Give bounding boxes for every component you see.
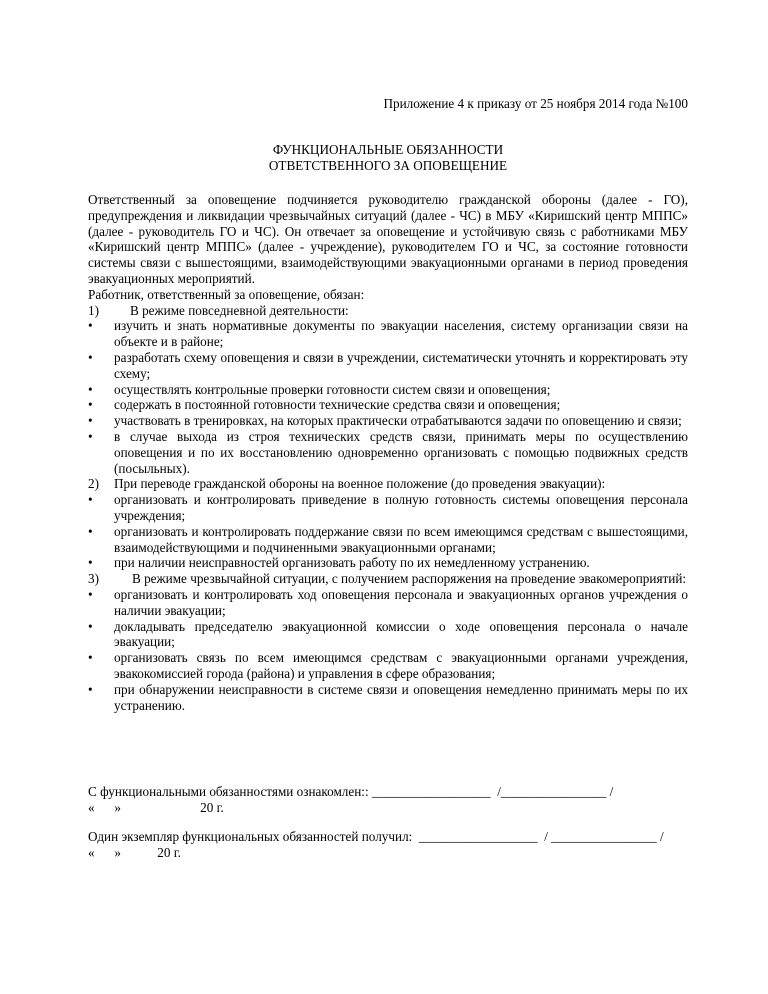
list-item-text: при наличии неисправностей организовать работу по их немедленному устранению. (114, 555, 590, 571)
list-item-text: организовать и контролировать ход оповещения персонала и эвакуационных органов учреждения о наличии эвакуации; (114, 586, 688, 618)
bullet: • (88, 523, 93, 539)
bullet: • (88, 381, 93, 397)
list-item (88, 350, 688, 382)
section-1-heading (88, 303, 688, 319)
list-item (88, 318, 688, 350)
section-3-heading (88, 571, 688, 587)
bullet: • (88, 428, 93, 444)
bullet: • (88, 413, 93, 429)
list-item (88, 397, 688, 413)
title-line-2: ОТВЕТСТВЕННОГО ЗА ОПОВЕЩЕНИЕ (268, 158, 508, 173)
list-item (88, 555, 688, 571)
list-item-text: организовать и контролировать приведение в полную готовность системы оповещения персонала учреждения; (114, 492, 688, 523)
list-item-text: в случае выхода из строя технических средств связи, принимать меры по осуществлению оповещения и по их восстановлению одновременно организовать с помощью подвижных средств (посыльных). (114, 428, 688, 476)
bullet: • (88, 349, 93, 365)
section-heading: В режиме повседневной деятельности: (130, 302, 349, 318)
list-item-text: участвовать в тренировках, на которых практически отрабатываются задачи по оповещению и связи; (114, 413, 682, 429)
bullet: • (88, 650, 93, 666)
section-number: 3) (88, 571, 99, 587)
section-2-heading (88, 476, 688, 492)
list-item-text: при обнаружении неисправности в системе связи и оповещения немедленно принимать меры по их устранению. (114, 681, 688, 713)
list-item (88, 382, 688, 398)
list-item (88, 650, 688, 682)
section-number: 1) (88, 302, 99, 318)
acquainted-signature-line: С функциональными обязанностями ознакомлен:: __________________ /________________ / (88, 784, 614, 799)
list-item (88, 524, 688, 556)
list-item (88, 413, 688, 429)
document-title (88, 142, 688, 174)
section-heading: При переводе гражданской обороны на военное положение (до проведения эвакуации): (114, 476, 606, 492)
obligation-lead: Работник, ответственный за оповещение, обязан: (88, 286, 365, 302)
received-date-line: « » 20 г. (88, 845, 181, 860)
bullet: • (88, 555, 93, 571)
list-item (88, 587, 688, 619)
list-item (88, 619, 688, 651)
list-item-text: организовать и контролировать поддержание связи по всем имеющимся средствам с вышестоящими, взаимодействующими и подчиненными эвакуационными органами; (114, 523, 688, 555)
list-item (88, 682, 688, 714)
list-item-text: докладывать председателю эвакуационной комиссии о ходе оповещения персонала о начале эвакуации; (114, 618, 688, 650)
bullet: • (88, 586, 93, 602)
list-item-text: содержать в постоянной готовности технические средства связи и оповещения; (114, 397, 561, 413)
list-item-text: осуществлять контрольные проверки готовности систем связи и оповещения; (114, 381, 551, 397)
bullet: • (88, 318, 93, 334)
list-item (88, 429, 688, 476)
section-number: 2) (88, 476, 99, 492)
appendix-reference: Приложение 4 к приказу от 25 ноября 2014 года №100 (383, 96, 688, 111)
bullet: • (88, 397, 93, 413)
document-body (88, 192, 688, 713)
list-item-text: изучить и знать нормативные документы по эвакуации населения, систему организации связи на объекте и в районе; (114, 318, 688, 350)
intro-paragraph: Ответственный за оповещение подчиняется руководителю гражданской обороны (далее - ГО), предупреждения и ликвидации чрезвычайных ситуаций (далее - ЧС) в МБУ «Киришский центр МППС» (далее - руководитель ГО и ЧС). Он отвечает за оповещение и устойчивую связь с работниками МБУ «Киришский центр МППС» (далее - учреждение), руководителем ГО и ЧС, за состояние готовности системы связи с вышестоящими, взаимодействующими эвакуационными органами в период проведения эвакуационных мероприятий. (88, 192, 688, 286)
acquainted-date-line: « » 20 г. (88, 800, 224, 815)
list-item-text: организовать связь по всем имеющимся средствам с эвакуационными органами учреждения, эвакокомиссией города (района) и управления в сфере образования; (114, 650, 688, 681)
list-item (88, 492, 688, 524)
bullet: • (88, 681, 93, 697)
list-item-text: разработать схему оповещения и связи в учреждении, систематически уточнять и корректировать эту схему; (114, 349, 688, 381)
title-line-1: ФУНКЦИОНАЛЬНЫЕ ОБЯЗАННОСТИ (272, 142, 504, 157)
bullet: • (88, 492, 93, 508)
section-heading: В режиме чрезвычайной ситуации, с получением распоряжения на проведение эвакомероприятий: (132, 571, 687, 587)
bullet: • (88, 618, 93, 634)
received-signature-line: Один экземпляр функциональных обязанностей получил: __________________ / ________________ / (88, 829, 664, 844)
